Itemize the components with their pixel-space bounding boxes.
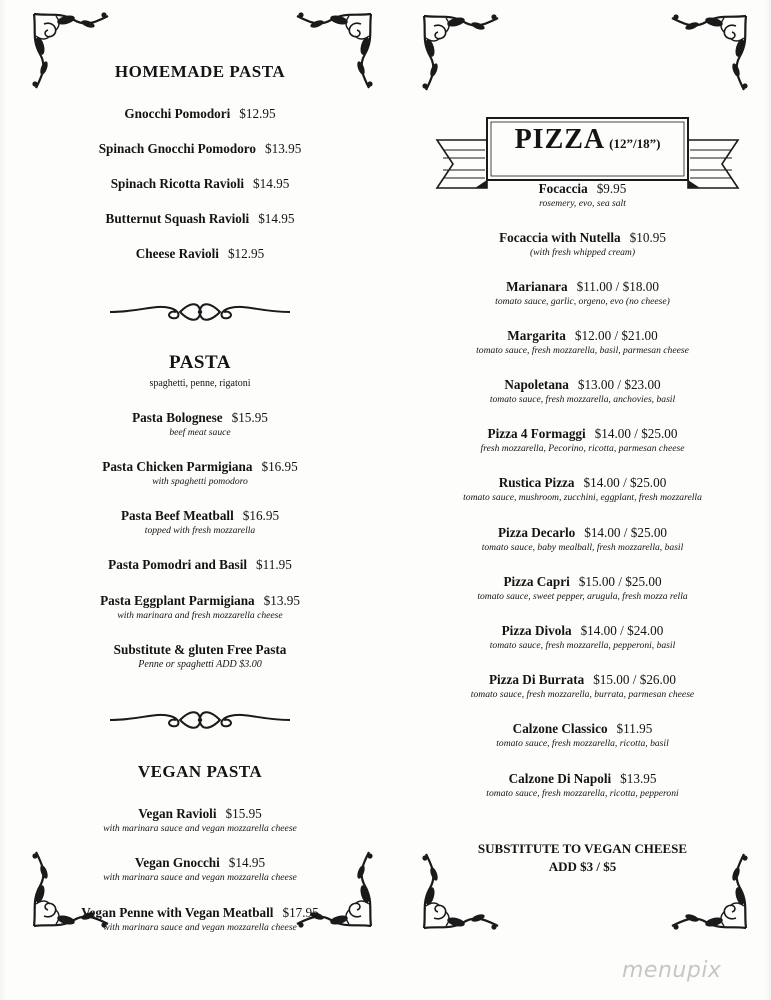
item-name: Rustica Pizza	[498, 475, 575, 490]
item-price: $17.95	[282, 905, 319, 920]
item-name: Pasta Eggplant Parmigiana	[100, 593, 255, 608]
menu-item	[405, 279, 760, 307]
item-name: Pizza 4 Formaggi	[487, 426, 586, 441]
item-price: $14.95	[253, 176, 290, 191]
item-description: tomato sauce, sweet pepper, arugula, fresh mozza rella	[477, 591, 688, 602]
item-name: Pizza Divola	[501, 623, 572, 638]
menu-item	[405, 623, 760, 651]
scroll-divider-icon	[110, 300, 290, 324]
homemade-pasta-title: HOMEMADE PASTA	[114, 62, 286, 81]
corner-ornament-icon	[420, 12, 510, 102]
vegan-note-line: SUBSTITUTE TO VEGAN CHEESE	[477, 841, 688, 856]
scroll-divider-icon	[110, 708, 290, 732]
item-name: Vegan Gnocchi	[134, 855, 220, 870]
item-price: $15.95	[231, 410, 268, 425]
item-price: $14.00 / $25.00	[594, 426, 678, 441]
item-name: Pasta Bolognese	[132, 410, 223, 425]
item-description: (with fresh whipped cream)	[529, 247, 636, 258]
item-price: $9.95	[596, 181, 627, 196]
item-price: $11.95	[616, 721, 653, 736]
menu-item	[20, 410, 380, 438]
item-name: Pizza Di Burrata	[488, 672, 585, 687]
pasta-subtitle: spaghetti, penne, rigatoni	[149, 378, 251, 389]
item-name: Spinach Ricotta Ravioli	[110, 176, 245, 191]
menu-item	[20, 855, 380, 883]
pizza-title: PIZZA	[514, 124, 606, 155]
corner-ornament-icon	[660, 12, 750, 102]
menu-item	[20, 593, 380, 621]
item-price: $16.95	[261, 459, 298, 474]
pizza-heading	[435, 124, 740, 156]
item-description: tomato sauce, fresh mozzarella, anchovies, basil	[489, 394, 676, 405]
corner-ornament-icon	[285, 10, 375, 100]
item-name: Vegan Penne with Vegan Meatball	[81, 905, 274, 920]
menu-item	[20, 141, 380, 157]
item-name: Pasta Pomodri and Basil	[108, 557, 248, 572]
item-description: tomato sauce, fresh mozzarella, basil, parmesan cheese	[476, 345, 689, 356]
item-price: $15.00 / $26.00	[593, 672, 676, 687]
vegan-note-price: ADD $3 / $5	[548, 859, 617, 874]
item-description: tomato sauce, baby mealball, fresh mozzarella, basil	[481, 542, 684, 553]
menu-item	[405, 525, 760, 553]
item-name: Spinach Gnocchi Pomodoro	[98, 141, 257, 156]
menu-item	[20, 459, 380, 487]
menu-item	[20, 246, 380, 262]
item-description: fresh mozzarella, Pecorino, ricotta, parmesan cheese	[480, 443, 685, 454]
item-description: tomato sauce, fresh mozzarella, ricotta, pepperoni	[486, 788, 679, 799]
item-name: Margarita	[507, 328, 566, 343]
menu-item	[405, 426, 760, 454]
corner-ornament-icon	[30, 10, 120, 100]
item-description: tomato sauce, mushroom, zucchini, eggplant, fresh mozzarella	[463, 492, 702, 503]
menu-item	[405, 377, 760, 405]
item-name: Cheese Ravioli	[135, 246, 219, 261]
item-description: with marinara sauce and vegan mozzarella cheese	[103, 823, 297, 834]
item-name: Gnocchi Pomodori	[124, 106, 231, 121]
menu-item	[20, 508, 380, 536]
item-price: $13.95	[263, 593, 300, 608]
pasta-title: PASTA	[169, 352, 231, 373]
item-price: $14.95	[228, 855, 266, 870]
item-description: with marinara and fresh mozzarella cheese	[117, 610, 283, 621]
item-price: $11.95	[256, 557, 292, 572]
item-price: $10.95	[629, 230, 666, 245]
item-description: topped with fresh mozzarella	[144, 525, 256, 536]
vegan-pasta-title: VEGAN PASTA	[137, 762, 263, 781]
item-name: Pizza Decarlo	[497, 525, 576, 540]
item-name: Focaccia	[538, 181, 588, 196]
item-description: rosemery, evo, sea salt	[539, 198, 626, 209]
item-description: with marinara sauce and vegan mozzarella cheese	[103, 872, 297, 883]
menu-item	[405, 328, 760, 356]
item-description: tomato sauce, fresh mozzarella, pepperoni, basil	[489, 640, 676, 651]
item-price: $16.95	[242, 508, 280, 523]
item-price: $15.95	[225, 806, 262, 821]
item-price: $13.95	[265, 141, 302, 156]
item-description: tomato sauce, fresh mozzarella, burrata, parmesan cheese	[470, 689, 695, 700]
item-price: $15.00 / $25.00	[578, 574, 662, 589]
item-name: Pizza Capri	[503, 574, 570, 589]
item-description: with marinara sauce and vegan mozzarella cheese	[103, 922, 297, 933]
item-description: tomato sauce, garlic, orgeno, evo (no cheese)	[495, 296, 670, 307]
item-price: $13.00 / $23.00	[577, 377, 661, 392]
menu-item	[405, 771, 760, 799]
menu-item	[405, 181, 760, 209]
item-name: Calzone Classico	[512, 721, 608, 736]
menu-item	[405, 475, 760, 503]
item-name: Calzone Di Napoli	[508, 771, 612, 786]
menu-item	[20, 642, 380, 670]
menu-item	[20, 557, 380, 573]
pizza-size-note: (12”/18”)	[609, 136, 661, 151]
item-price: $12.95	[227, 246, 265, 261]
item-price: $14.95	[258, 211, 295, 226]
item-name: Vegan Ravioli	[138, 806, 217, 821]
menu-item	[20, 176, 380, 192]
item-name: Substitute & gluten Free Pasta	[113, 642, 287, 657]
menu-item	[20, 806, 380, 834]
item-name: Napoletana	[504, 377, 569, 392]
menu-item	[405, 230, 760, 258]
item-name: Pasta Chicken Parmigiana	[102, 459, 253, 474]
menu-item	[405, 672, 760, 700]
menu-item	[20, 211, 380, 227]
menu-item	[20, 905, 380, 933]
item-price: $13.95	[620, 771, 657, 786]
item-price: $14.00 / $24.00	[580, 623, 664, 638]
item-price: $12.00 / $21.00	[574, 328, 658, 343]
item-description: beef meat sauce	[169, 427, 231, 438]
item-description: with spaghetti pomodoro	[152, 476, 248, 487]
right-column	[405, 0, 760, 1000]
item-price: $14.00 / $25.00	[583, 475, 667, 490]
menu-item	[405, 574, 760, 602]
left-column	[20, 0, 380, 1000]
item-price: $12.95	[239, 106, 276, 121]
menu-item	[20, 106, 380, 122]
item-name: Butternut Squash Ravioli	[105, 211, 250, 226]
item-name: Pasta Beef Meatball	[120, 508, 234, 523]
vegan-cheese-note	[405, 840, 760, 876]
item-name: Focaccia with Nutella	[499, 230, 621, 245]
item-name: Marianara	[506, 279, 568, 294]
item-price: $14.00 / $25.00	[584, 525, 668, 540]
menu-item	[405, 721, 760, 749]
item-price: $11.00 / $18.00	[576, 279, 659, 294]
watermark-logo: menupix	[622, 958, 722, 983]
item-description: Penne or spaghetti ADD $3.00	[138, 659, 262, 670]
item-description: tomato sauce, fresh mozzarella, ricotta, basil	[496, 738, 669, 749]
